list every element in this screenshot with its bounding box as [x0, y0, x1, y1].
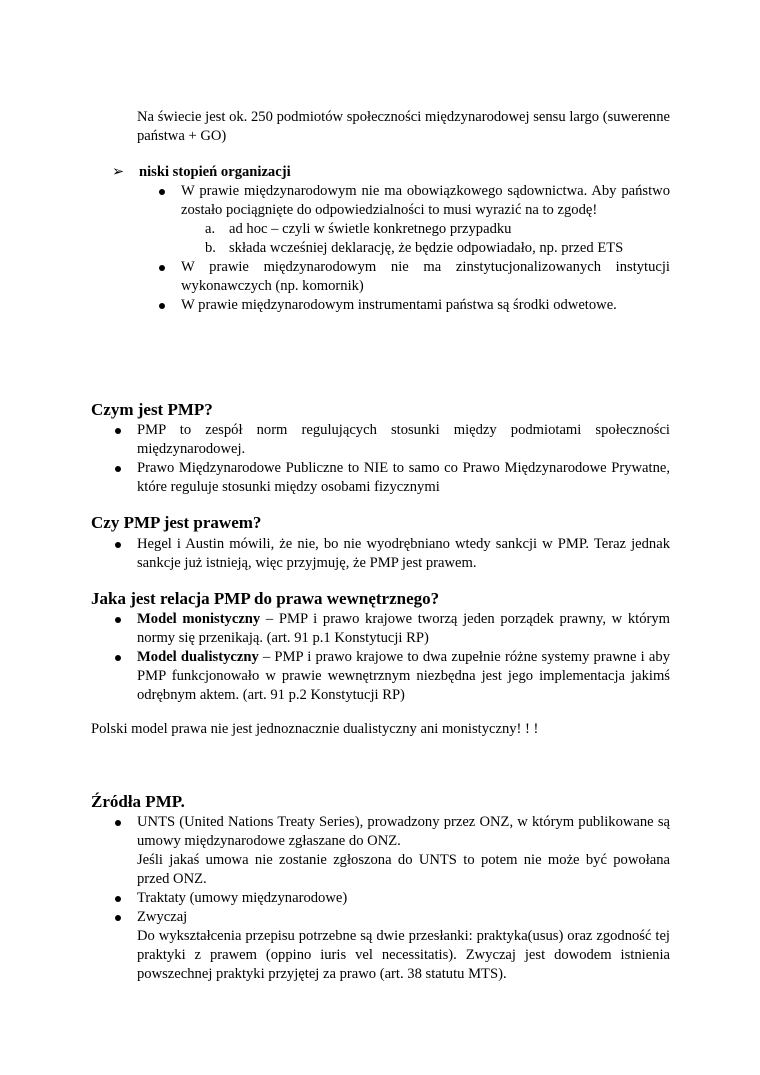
- list-item: Model monistyczny – PMP i prawo krajowe tworzą jeden porządek prawny, w którym normy się przenikają. (art. 91 p.1 Konstytucji RP): [137, 610, 670, 648]
- bullet-icon: [115, 428, 121, 434]
- list-item: Zwyczaj Do wykształcenia przepisu potrzebne są dwie przesłanki: praktyka(usus) oraz zgodność tej praktyki z prawem (oppino iuris vel necessitatis). Zwyczaj jest dowodem istnienia powszechnej praktyki przyjętej za prawo (art. 38 statutu MTS).: [137, 908, 670, 984]
- section-heading-organizacja: [112, 163, 672, 182]
- list-item: Prawo Międzynarodowe Publiczne to NIE to samo co Prawo Międzynarodowe Prywatne, które reguluje stosunki między osobami fizycznymi: [137, 459, 670, 497]
- list-item: Traktaty (umowy międzynarodowe): [137, 889, 670, 908]
- sub-list-item: b. składa wcześniej deklarację, że będzie odpowiadało, np. przed ETS: [205, 240, 624, 256]
- polski-paragraph: Polski model prawa nie jest jednoznacznie dualistyczny ani monistyczny! ! !: [91, 721, 539, 737]
- intro-paragraph: Na świecie jest ok. 250 podmiotów społeczności międzynarodowej sensu largo (suwerenne państwa + GO): [137, 109, 670, 144]
- bullet-icon: [159, 265, 165, 271]
- bullet-icon: [159, 189, 165, 195]
- list-item: W prawie międzynarodowym nie ma zinstytucjonalizowanych instytucji wykonawczych (np. komornik): [181, 258, 670, 296]
- list-item: PMP to zespół norm regulujących stosunki między podmiotami społeczności międzynarodowej.: [137, 421, 670, 459]
- organizacja-list: [181, 182, 670, 315]
- sub-list-item: a. ad hoc – czyli w świetle konkretnego przypadku: [205, 221, 512, 237]
- list-item: UNTS (United Nations Treaty Series), prowadzony przez ONZ, w którym publikowane są umowy międzynarodowe zgłaszane do ONZ. Jeśli jakaś umowa nie zostanie zgłoszona do UNTS to potem nie może być powołana przed ONZ.: [137, 813, 670, 889]
- czy-list: [137, 535, 670, 573]
- heading-czy: Czy PMP jest prawem?: [91, 513, 262, 532]
- bullet-icon: [159, 303, 165, 309]
- heading-czym: Czym jest PMP?: [91, 400, 213, 419]
- bullet-icon: [115, 896, 121, 902]
- arrow-bullet-icon: ➢: [112, 164, 125, 180]
- list-item: W prawie międzynarodowym nie ma obowiązkowego sądownictwa. Aby państwo zostało pociągnięte do odpowiedzialności to musi wyrazić na to zgodę! a. ad hoc – czyli w świetle konkretnego przypadku b. składa wcześniej deklarację, że będzie odpowiadało, np. przed ETS: [181, 182, 670, 258]
- relacja-list: [137, 610, 670, 705]
- bullet-icon: [115, 617, 121, 623]
- sub-list: [205, 220, 670, 258]
- list-item: W prawie międzynarodowym instrumentami państwa są środki odwetowe.: [181, 296, 670, 315]
- zrodla-list: [137, 813, 670, 984]
- term-monistyczny: Model monistyczny: [137, 611, 261, 627]
- heading-zrodla: Źródła PMP.: [91, 792, 185, 811]
- list-item: Hegel i Austin mówili, że nie, bo nie wyodrębniano wtedy sankcji w PMP. Teraz jednak sankcje już istnieją, więc przyjmuję, że PMP jest prawem.: [137, 535, 670, 573]
- bullet-icon: [115, 915, 121, 921]
- czym-list: [137, 421, 670, 497]
- heading-relacja: Jaka jest relacja PMP do prawa wewnętrznego?: [91, 589, 440, 608]
- bullet-icon: [115, 466, 121, 472]
- bullet-icon: [115, 655, 121, 661]
- bullet-icon: [115, 542, 121, 548]
- bullet-icon: [115, 820, 121, 826]
- list-item: Model dualistyczny – PMP i prawo krajowe to dwa zupełnie różne systemy prawne i aby PMP funkcjonowało w prawie wewnętrznym niezbędna jest jego implementacja jakimś odrębnym aktem. (art. 91 p.2 Konstytucji RP): [137, 648, 670, 705]
- section-heading-text: niski stopień organizacji: [139, 164, 291, 180]
- term-dualistyczny: Model dualistyczny: [137, 649, 259, 665]
